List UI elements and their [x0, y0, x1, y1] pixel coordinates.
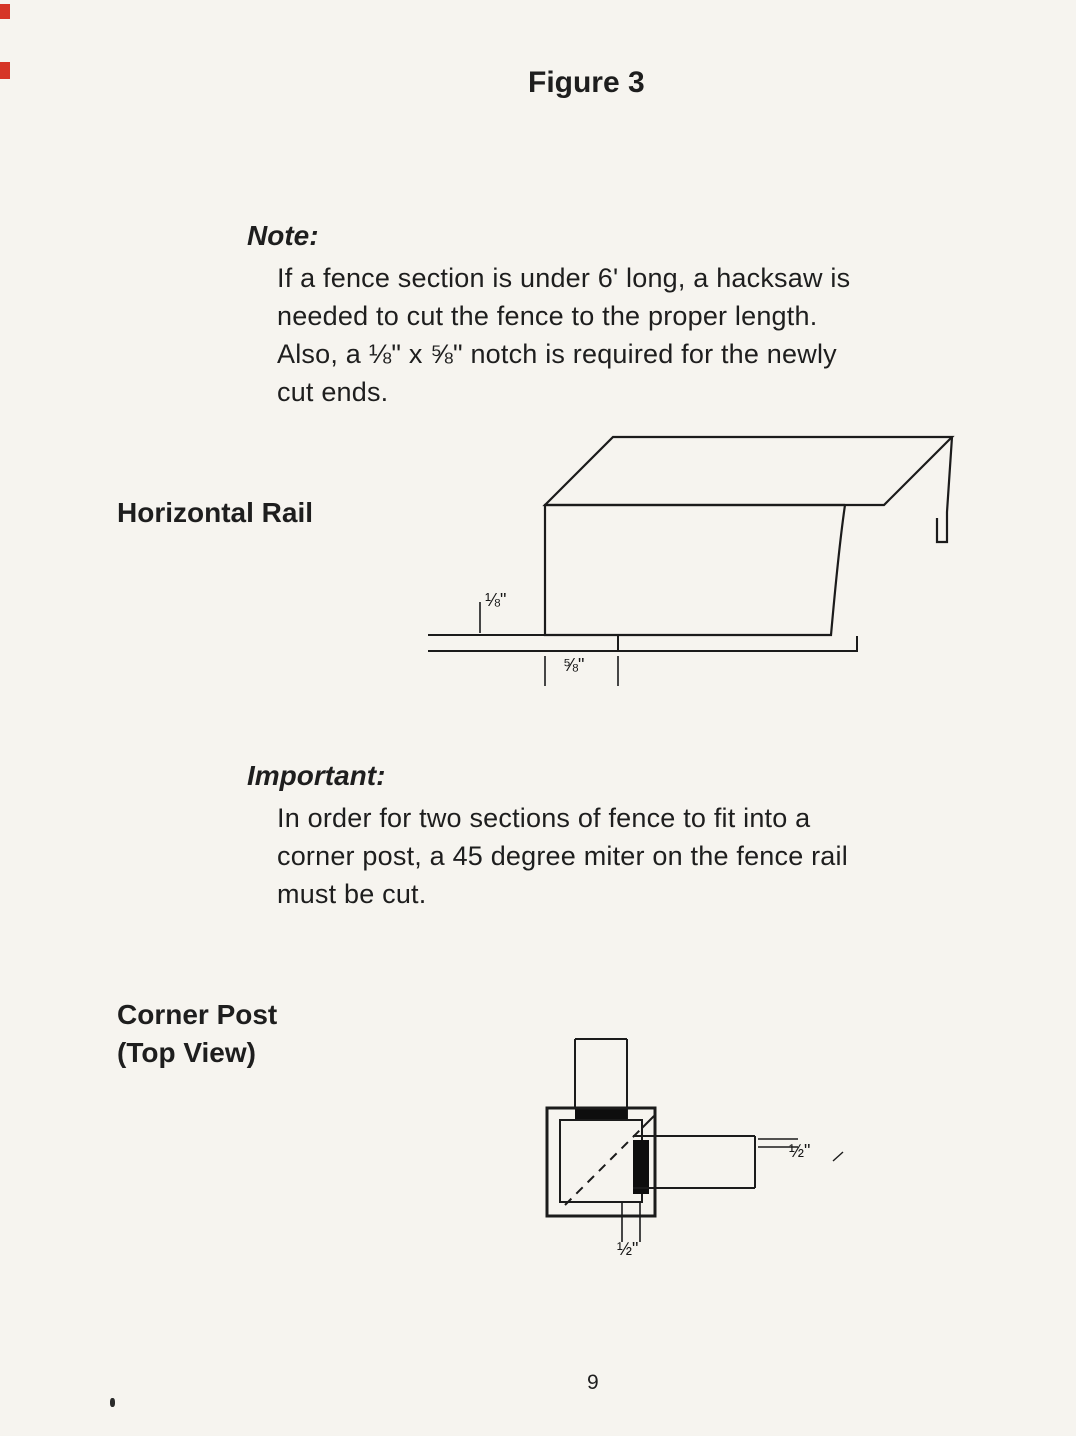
horizontal-rail-label: Horizontal Rail — [117, 497, 314, 528]
right-dim-stray-tick — [833, 1152, 843, 1161]
important-line-3: must be cut. — [277, 879, 427, 909]
important-heading: Important: — [247, 760, 386, 791]
note-line-1: If a fence section is under 6' long, a hacksaw is — [277, 263, 851, 293]
scan-artifact-red-lower — [0, 62, 10, 79]
post-inner-wall — [560, 1120, 642, 1202]
corner-post-diagram — [530, 1030, 860, 1250]
corner-post-right-dimension: ½" — [789, 1141, 811, 1161]
corner-post-label — [117, 996, 277, 1072]
page-number: 9 — [587, 1371, 599, 1394]
horizontal-rail-diagram — [420, 428, 980, 698]
rail-notch-width-dimension: ⅝" — [563, 655, 585, 675]
horizontal-rail-butt-band — [633, 1140, 649, 1194]
important-paragraph — [277, 799, 848, 913]
note-line-3: Also, a ⅛" x ⅝" notch is required for the newly — [277, 339, 837, 369]
rail-base-line-lower — [428, 636, 857, 651]
scan-artifact-ink-dot — [110, 1398, 115, 1407]
figure-title: Figure 3 — [528, 66, 645, 99]
corner-post-label-line-1: Corner Post — [117, 999, 278, 1030]
rail-end-lip — [937, 437, 952, 542]
note-line-4: cut ends. — [277, 377, 389, 407]
scan-artifact-red-top — [0, 4, 10, 19]
rail-top-face — [545, 437, 952, 505]
miter-45-dashed-line — [565, 1128, 642, 1205]
note-paragraph — [277, 259, 850, 411]
miter-45-solid-tip — [642, 1116, 654, 1128]
important-line-2: corner post, a 45 degree miter on the fence rail — [277, 841, 848, 871]
note-heading: Note: — [247, 220, 319, 251]
rail-notch-depth-dimension: ⅛" — [485, 590, 507, 610]
corner-post-label-line-2: (Top View) — [117, 1037, 256, 1068]
important-line-1: In order for two sections of fence to fit into a — [277, 803, 811, 833]
rail-front-face — [545, 505, 845, 635]
corner-post-bottom-dimension: ½" — [617, 1239, 639, 1259]
note-line-2: needed to cut the fence to the proper length. — [277, 301, 818, 331]
